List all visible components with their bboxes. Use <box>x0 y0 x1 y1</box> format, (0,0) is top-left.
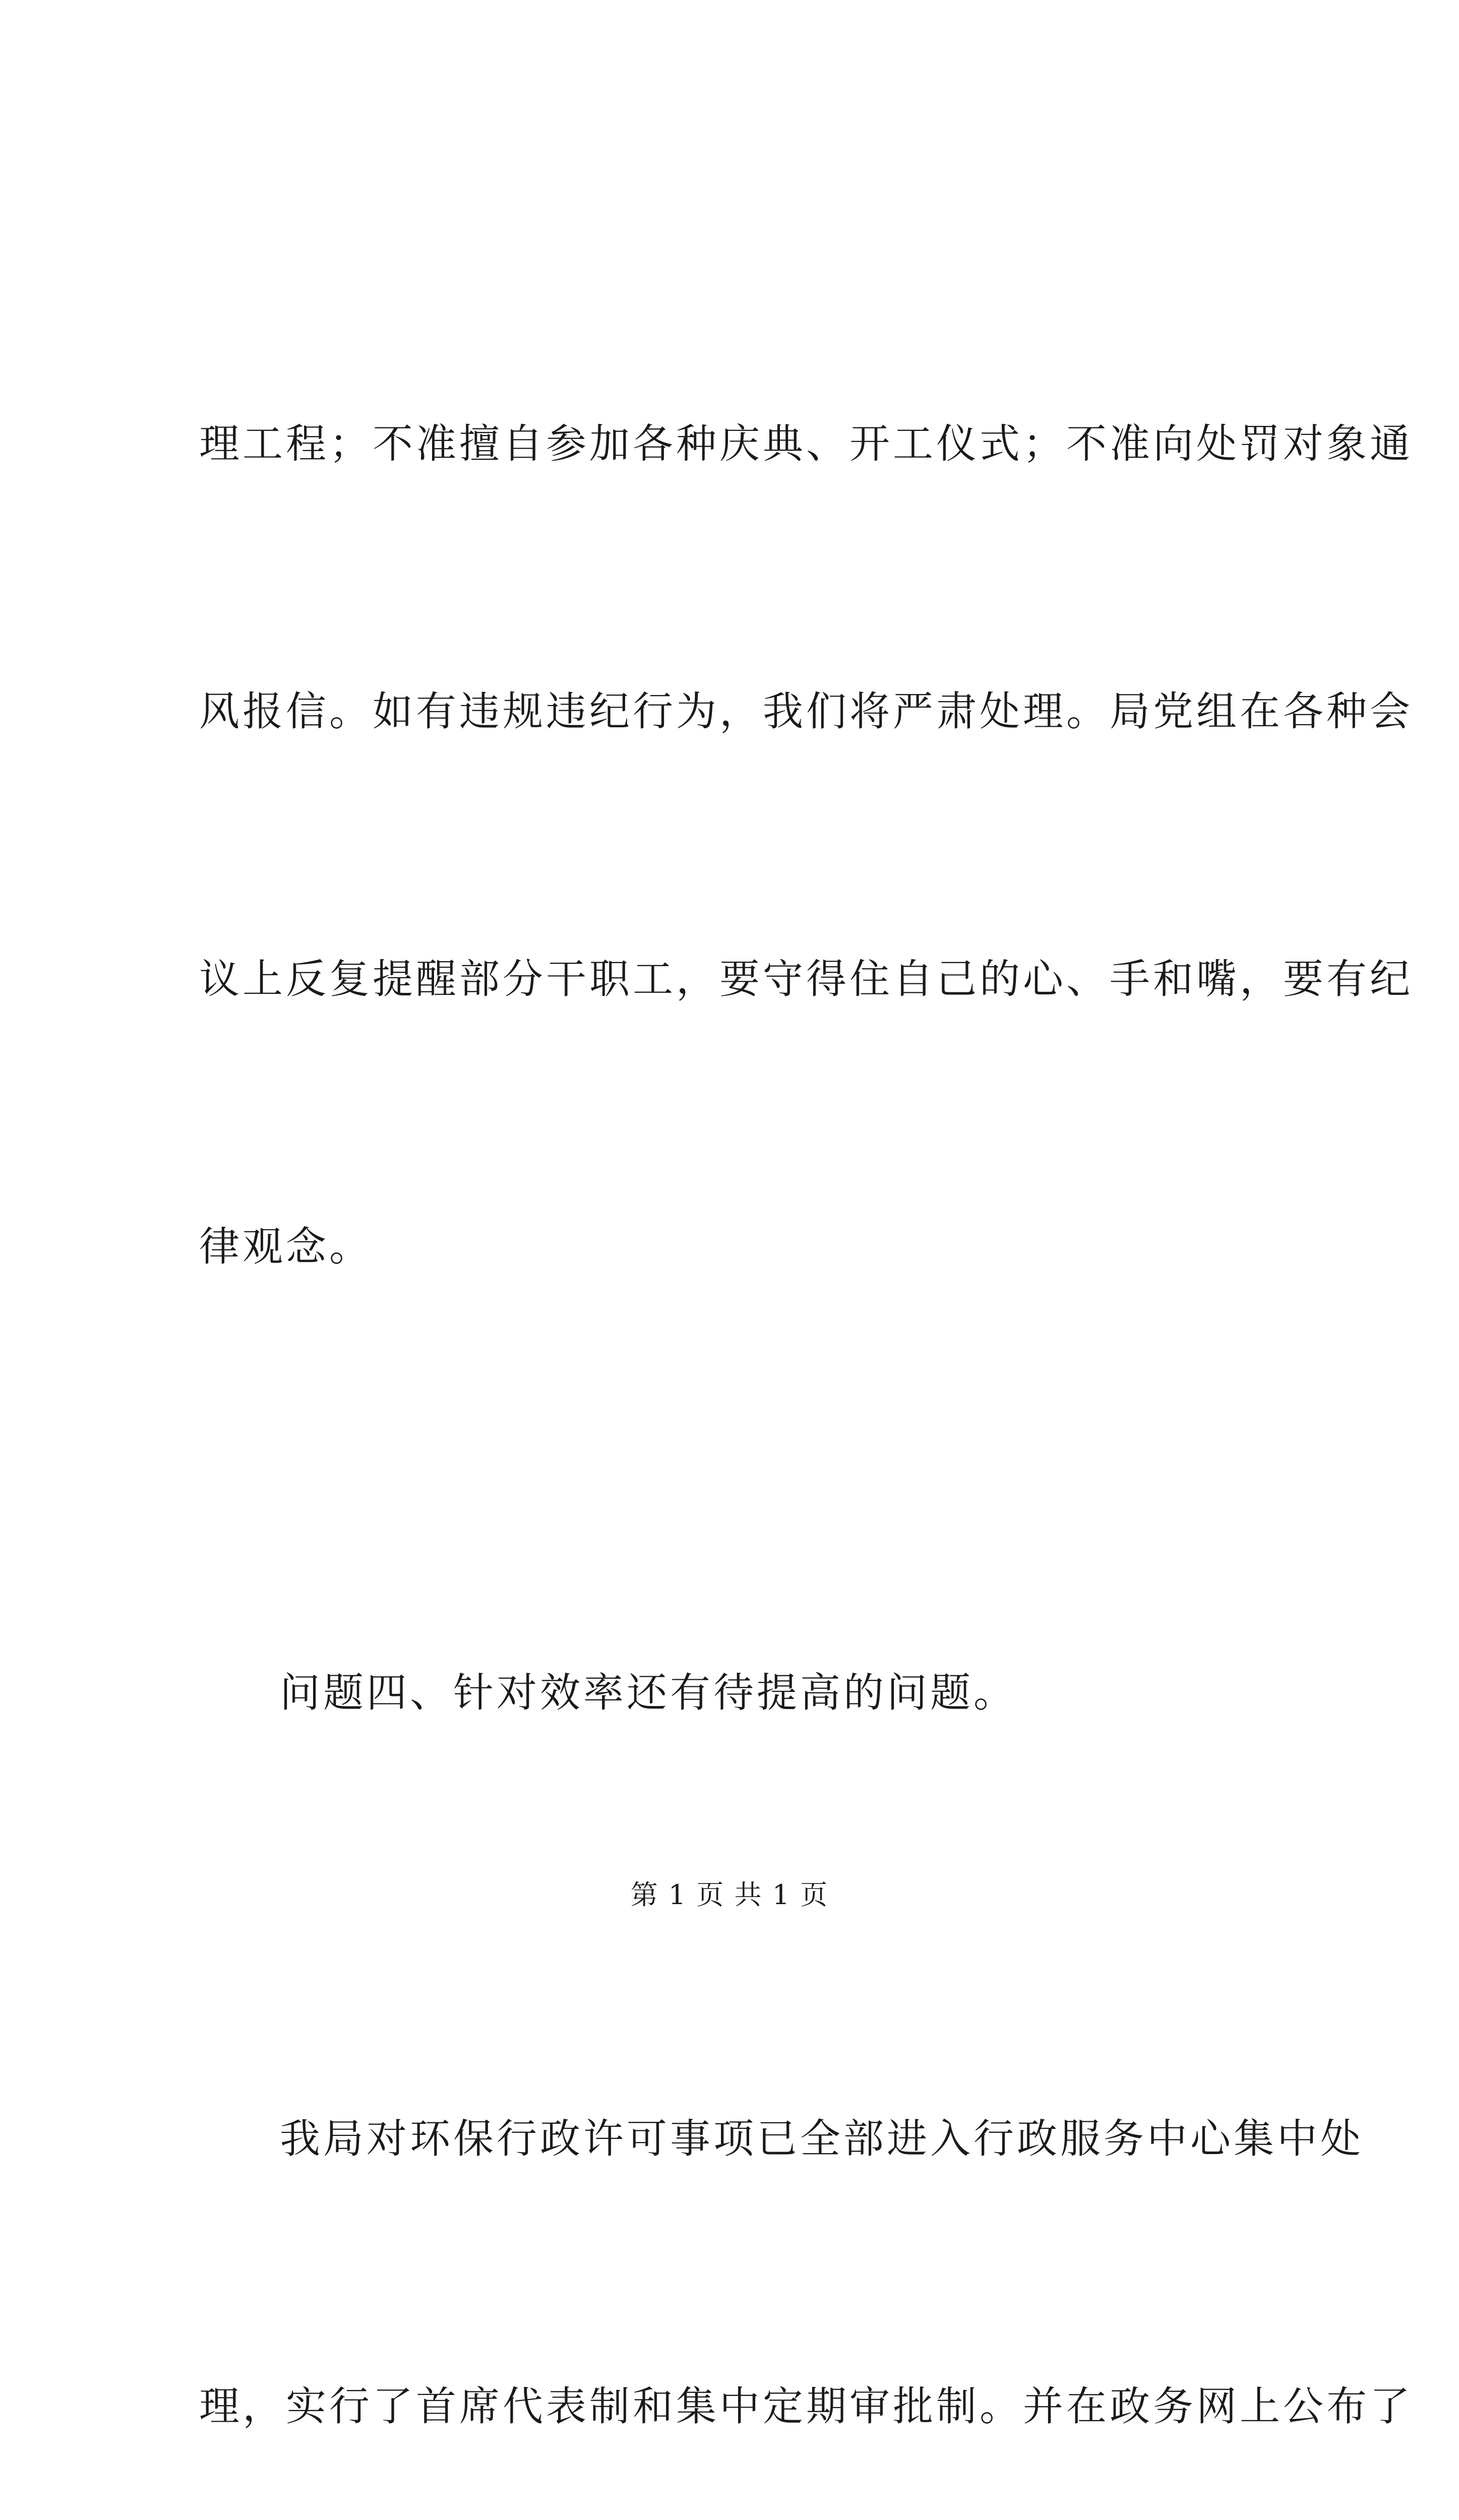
text-line: 风报信。如有违规违纪行为，我们将严肃处理。局党组在各种会 <box>199 688 1413 735</box>
text-line: 我局对环保行政许可事项已全部进入行政服务中心集中处 <box>280 2115 1364 2162</box>
document-body <box>199 221 1413 2520</box>
page-footer: 第 1 页 共 1 页 <box>630 1879 829 1911</box>
text-line: 理工程；不准擅自参加各种庆典、开工仪式；不准向处罚对象通 <box>199 420 1413 467</box>
text-line: 律观念。 <box>199 1223 373 1270</box>
text-line: 理，实行了首席代表制和集中定期审批制。并在政务网上公布了 <box>199 2383 1413 2430</box>
section-heading-issue-four <box>199 1470 1288 1916</box>
paragraph-efficiency-measures <box>199 1916 1413 2520</box>
text-line: 议上反复提醒部分干职工，要守得住自己的心、手和嘴，要有纪 <box>199 956 1413 1002</box>
heading-line: 问题四、针对效率还有待提高的问题。 <box>280 1669 1017 1716</box>
paragraph-discipline-continuation <box>199 221 1413 1470</box>
